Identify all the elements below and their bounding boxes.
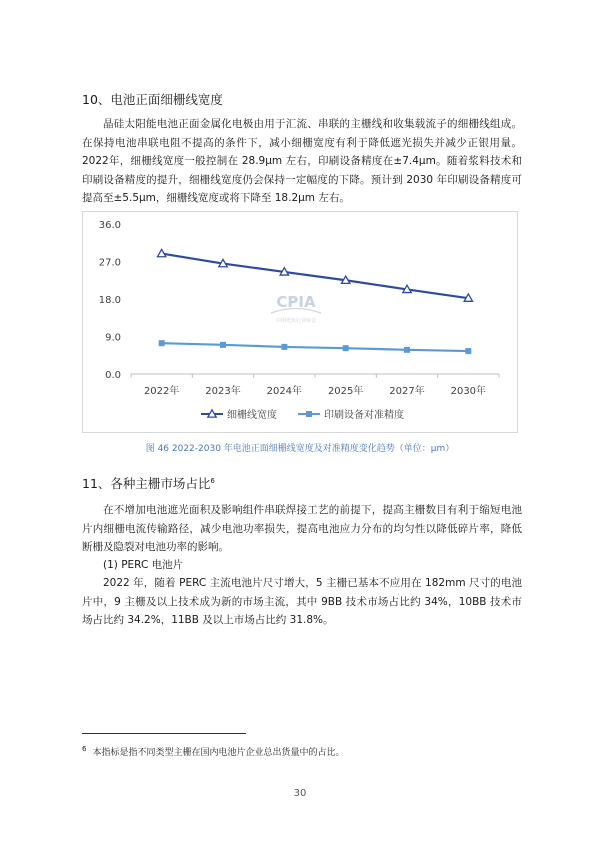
section-11-heading-text: 11、各种主栅市场占比 [82, 476, 211, 491]
figure-caption: 图 46 2022-2030 年电池正面细栅线宽度及对准精度变化趋势（单位：μm） [145, 444, 455, 454]
section-11-paragraph-2: 2022 年，随着 PERC 主流电池片尺寸增大，5 主栅已基本不应用在 182mm 尺寸的电池片中，9 主栅及以上技术成为新的市场主流，其中 9BB 技术市场占比约 34%，10BB 技术市场占比约 34.2%，11BB 及以上市场占比约 31.8%。 [82, 577, 522, 626]
page-number: 30 [293, 788, 307, 799]
legend-item [298, 408, 404, 421]
section-11-paragraph-1: 在不增加电池遮光面积及影响组件串联焊接工艺的前提下，提高主栅数目有利于缩短电池片内细栅电流传输路径，减少电池功率损失，提高电池应力分布的均匀性以降低碎片率，降低断栅及隐裂对电池功率的影响。 [82, 504, 522, 553]
y-tick-label: 36.0 [98, 220, 121, 231]
data-point-marker [465, 348, 471, 354]
line-chart [83, 212, 517, 432]
x-tick-label: 2023年 [205, 386, 241, 397]
data-point-marker [306, 411, 312, 417]
legend-label: 细栅线宽度 [227, 410, 277, 421]
data-point-marker [404, 347, 410, 353]
footnote [82, 745, 344, 758]
y-tick-label: 27.0 [98, 257, 121, 269]
x-tick-label: 2024年 [266, 386, 303, 397]
series-line-2 [162, 343, 469, 351]
footnote-mark: 6 [82, 745, 87, 753]
legend-item [201, 408, 277, 421]
data-point-marker [343, 345, 349, 351]
chart-container [82, 211, 518, 433]
x-tick-label: 2022年 [143, 386, 180, 397]
y-tick-label: 0.0 [105, 370, 121, 381]
x-tick-label: 2030年 [450, 386, 487, 397]
perc-subheading: (1) PERC 电池片 [103, 559, 184, 571]
data-point-marker [159, 340, 165, 346]
x-tick-label: 2027年 [389, 386, 425, 397]
data-point-marker [220, 342, 226, 348]
x-tick-label: 2025年 [327, 386, 364, 397]
watermark-text: CPIA [276, 293, 316, 311]
series-line-1 [162, 254, 469, 299]
legend-label: 印刷设备对准精度 [324, 410, 404, 421]
section-10-heading: 10、电池正面细栅线宽度 [82, 92, 223, 107]
watermark-subtext: 中国光伏行业协会 [275, 318, 317, 324]
y-tick-label: 9.0 [105, 332, 121, 344]
y-tick-label: 18.0 [98, 295, 121, 306]
footnote-ref: 6 [210, 476, 215, 485]
footnote-divider [82, 733, 246, 734]
footnote-text: 本指标是指不同类型主栅在国内电池片企业总出货量中的占比。 [92, 748, 345, 758]
data-point-marker [281, 344, 287, 350]
cpia-watermark [271, 293, 321, 324]
section-10-paragraph: 晶硅太阳能电池正面金属化电极由用于汇流、串联的主栅线和收集载流子的细栅线组成。在保持电池串联电阻不提高的条件下，减小细栅宽度有利于降低遮光损失并减少正银用量。2022年，细栅线宽度一般控制在 28.9μm 左右，印刷设备精度在±7.4μm。随着浆料技术和印刷设备精度的提升，细栅线宽度仍会保持一定幅度的下降。预计到 2030 年印刷设备精度可提高至±5.5μm，细栅线宽度或将下降至 18.2μm 左右。 [82, 118, 522, 204]
section-11-heading [82, 474, 215, 492]
